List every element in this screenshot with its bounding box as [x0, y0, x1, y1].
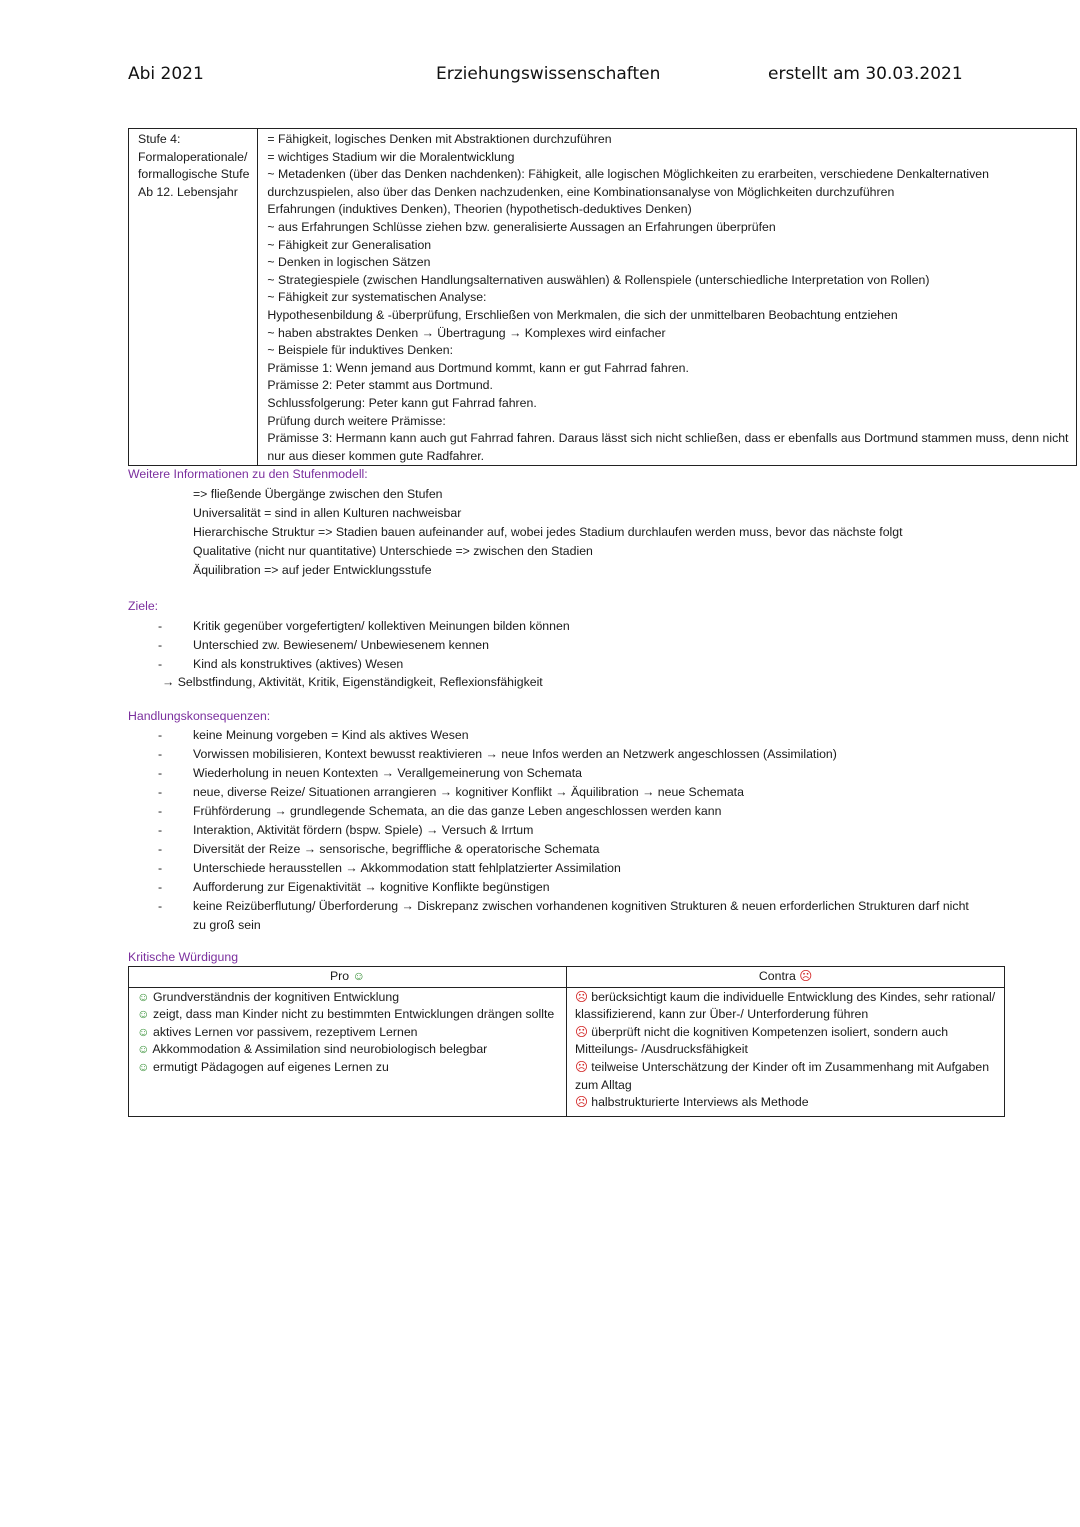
- stage-line: ~ haben abstraktes Denken → Übertragung → Komplexes wird einfacher: [267, 325, 666, 340]
- ziele-list: [158, 617, 958, 674]
- stage-line: durchzuspielen, also über das Denken nachzudenken, eine Kombinationsanalyse von Möglichkeiten durchzuführen: [267, 184, 895, 199]
- pro-item: [137, 1059, 558, 1077]
- list-item: - Kritik gegenüber vorgefertigten/ kollektiven Meinungen bilden können: [158, 619, 570, 633]
- contra-header: [567, 967, 1005, 988]
- list-item-text: neue, diverse Reize/ Situationen arrangieren → kognitiver Konflikt → Äquilibration → neue Schemata: [193, 785, 744, 799]
- info-line: Äquilibration => auf jeder Entwicklungsstufe: [193, 563, 432, 577]
- stage-line: ~ Strategiespiele (zwischen Handlungsalternativen auswählen) & Rollenspiele (unterschiedliche Interpretation von Rollen): [267, 272, 930, 287]
- pro-item-text: ermutigt Pädagogen auf eigenes Lernen zu: [152, 1059, 389, 1074]
- contra-item-text: teilweise Unterschätzung der Kinder oft im Zusammenhang mit Aufgaben zum Alltag: [575, 1059, 990, 1092]
- list-item-text: Kind als konstruktives (aktives) Wesen: [193, 657, 404, 671]
- frown-icon: ☹: [575, 1059, 588, 1074]
- list-item-text: Interaktion, Aktivität fördern (bspw. Spiele) → Versuch & Irrtum: [193, 823, 534, 837]
- weitere-title: Weitere Informationen zu den Stufenmodell:: [128, 467, 368, 481]
- stage-line: ~ Beispiele für induktives Denken:: [267, 343, 454, 358]
- stage-line: ~ Denken in logischen Sätzen: [267, 255, 431, 270]
- list-item-text: Unterschied zw. Bewiesenem/ Unbewiesenem kennen: [193, 638, 489, 652]
- pro-item: [137, 1006, 558, 1024]
- list-item-text: Aufforderung zur Eigenaktivität → kognitive Konflikte begünstigen: [193, 880, 550, 894]
- handlung-list: [158, 726, 969, 935]
- stage-line: Prüfung durch weitere Prämisse:: [267, 413, 446, 428]
- list-item: - Interaktion, Aktivität fördern (bspw. Spiele) → Versuch & Irrtum: [158, 823, 534, 837]
- pro-item-text: zeigt, dass man Kinder nicht zu bestimmten Entwicklungen drängen sollte: [152, 1007, 555, 1022]
- list-item-text: Kritik gegenüber vorgefertigten/ kollektiven Meinungen bilden können: [193, 619, 570, 633]
- wuerdigung-title: Kritische Würdigung: [128, 950, 239, 964]
- list-item: - Vorwissen mobilisieren, Kontext bewusst reaktivieren → neue Infos werden an Netzwerk angeschlossen (Assimilation): [158, 747, 837, 761]
- info-line: Universalität = sind in allen Kulturen nachweisbar: [193, 506, 462, 520]
- contra-item: [575, 1024, 996, 1059]
- pro-item-text: Akkommodation & Assimilation sind neurobiologisch belegbar: [152, 1042, 488, 1057]
- pro-item: [137, 989, 558, 1007]
- header-course: Abi 2021: [128, 64, 204, 84]
- list-item: - Frühförderung → grundlegende Schemata, an die das ganze Leben angeschlossen werden kann: [158, 804, 722, 818]
- stage-label-line: Formaloperationale/: [138, 149, 248, 164]
- list-item: - Unterschied zw. Bewiesenem/ Unbewiesenem kennen: [158, 638, 489, 652]
- frown-icon: ☹: [799, 969, 813, 983]
- contra-column: [567, 987, 1005, 1116]
- handlung-title: Handlungskonsequenzen:: [128, 709, 271, 723]
- list-item-text: keine Meinung vorgeben = Kind als aktives Wesen: [193, 728, 469, 742]
- pro-item: [137, 1041, 558, 1059]
- smiley-icon: ☺: [137, 1059, 150, 1074]
- list-item-text: Unterschiede herausstellen → Akkommodation statt fehlplatzierter Assimilation: [193, 861, 621, 875]
- frown-icon: ☹: [575, 1024, 588, 1039]
- pro-item-text: aktives Lernen vor passivem, rezeptivem Lernen: [152, 1024, 418, 1039]
- contra-item-text: halbstrukturierte Interviews als Methode: [591, 1095, 809, 1110]
- smiley-icon: ☺: [137, 1024, 150, 1039]
- stage-line: = Fähigkeit, logisches Denken mit Abstraktionen durchzuführen: [267, 132, 612, 146]
- contra-item: [575, 1059, 996, 1094]
- smiley-icon: ☺: [352, 969, 366, 983]
- stage-line: Hypothesenbildung & -überprüfung, Erschließen von Merkmalen, die sich der unmittelbaren Beobachtung entziehen: [267, 307, 898, 322]
- list-item: - keine Meinung vorgeben = Kind als aktives Wesen: [158, 728, 469, 742]
- info-line: => fließende Übergänge zwischen den Stufen: [193, 487, 443, 501]
- weitere-list: [193, 485, 903, 580]
- contra-item-text: berücksichtigt kaum die individuelle Entwicklung des Kindes, sehr rational/ klassifizierend, kann zur Über-/ Unterforderung führen: [575, 989, 996, 1022]
- list-item: - Diversität der Reize → sensorische, begriffliche & operatorische Schemata: [158, 842, 600, 856]
- ziele-conclusion: → Selbstfindung, Aktivität, Kritik, Eigenständigkeit, Reflexionsfähigkeit: [162, 675, 543, 689]
- pro-header: [129, 967, 567, 988]
- ziele-title: Ziele:: [128, 599, 159, 613]
- smiley-icon: ☺: [137, 1007, 150, 1022]
- stage-line: Prämisse 1: Wenn jemand aus Dortmund kommt, kann er gut Fahrrad fahren.: [267, 360, 689, 375]
- header-date: erstellt am 30.03.2021: [768, 64, 963, 84]
- contra-item-text: überprüft nicht die kognitiven Kompetenzen isoliert, sondern auch Mitteilungs- /Ausdrucksfähigkeit: [575, 1024, 949, 1057]
- contra-item: [575, 1094, 996, 1112]
- list-item: - neue, diverse Reize/ Situationen arrangieren → kognitiver Konflikt → Äquilibration → neue Schemata: [158, 785, 744, 799]
- list-item: - keine Reizüberflutung/ Überforderung → Diskrepanz zwischen vorhandenen kognitiven Strukturen & neuen erforderlichen Strukturen darf nicht zu groß sein: [158, 899, 969, 932]
- pro-contra-table: [128, 966, 1005, 1117]
- stage-line: Prämisse 2: Peter stammt aus Dortmund.: [267, 378, 493, 393]
- contra-header-text: Contra: [758, 969, 796, 983]
- frown-icon: ☹: [575, 1095, 588, 1110]
- stage-4-table: [128, 128, 1077, 466]
- pro-item: [137, 1024, 558, 1042]
- stage-line: ~ Fähigkeit zur Generalisation: [267, 237, 432, 252]
- list-item-text: keine Reizüberflutung/ Überforderung → Diskrepanz zwischen vorhandenen kognitiven Strukturen & neuen erforderlichen Strukturen darf nicht zu groß sein: [193, 899, 969, 932]
- smiley-icon: ☺: [137, 1042, 150, 1057]
- stage-line: Erfahrungen (induktives Denken), Theorien (hypothetisch-deduktives Denken): [267, 202, 692, 217]
- list-item-text: Diversität der Reize → sensorische, begriffliche & operatorische Schemata: [193, 842, 600, 856]
- list-item-text: Frühförderung → grundlegende Schemata, an die das ganze Leben angeschlossen werden kann: [193, 804, 722, 818]
- list-item: - Unterschiede herausstellen → Akkommodation statt fehlplatzierter Assimilation: [158, 861, 621, 875]
- pro-item-text: Grundverständnis der kognitiven Entwicklung: [152, 989, 400, 1004]
- stage-line: ~ aus Erfahrungen Schlüsse ziehen bzw. generalisierte Aussagen an Erfahrungen überprüfen: [267, 219, 776, 234]
- list-item-text: Wiederholung in neuen Kontexten → Verallgemeinerung von Schemata: [193, 766, 582, 780]
- stage-4-label: [129, 129, 258, 466]
- pro-header-text: Pro: [329, 969, 350, 983]
- stage-line: = wichtiges Stadium wir die Moralentwicklung: [267, 149, 515, 164]
- header-subject: Erziehungswissenschaften: [436, 64, 661, 84]
- stage-line: ~ Metadenken (über das Denken nachdenken): Fähigkeit, alle logischen Möglichkeiten zu erarbeiten, verschiedene Denkalternativen: [267, 167, 989, 182]
- list-item: - Kind als konstruktives (aktives) Wesen: [158, 657, 404, 671]
- stage-line: Prämisse 3: Hermann kann auch gut Fahrrad fahren. Daraus lässt sich nicht schließen, dass er ebenfalls aus Dortmund stammen muss, denn nicht: [267, 431, 1069, 446]
- list-item: - Aufforderung zur Eigenaktivität → kognitive Konflikte begünstigen: [158, 880, 550, 894]
- smiley-icon: ☺: [137, 989, 150, 1004]
- stage-line: ~ Fähigkeit zur systematischen Analyse:: [267, 290, 487, 305]
- stage-line: Schlussfolgerung: Peter kann gut Fahrrad fahren.: [267, 395, 537, 410]
- info-line: Hierarchische Struktur => Stadien bauen aufeinander auf, wobei jedes Stadium durchlaufen werden muss, bevor das nächste folgt: [193, 525, 903, 539]
- list-item: - Wiederholung in neuen Kontexten → Verallgemeinerung von Schemata: [158, 766, 582, 780]
- contra-item: [575, 989, 996, 1024]
- list-item-text: Vorwissen mobilisieren, Kontext bewusst reaktivieren → neue Infos werden an Netzwerk angeschlossen (Assimilation): [193, 747, 837, 761]
- stage-label-line: Ab 12. Lebensjahr: [138, 184, 238, 199]
- info-line: Qualitative (nicht nur quantitative) Unterschiede => zwischen den Stadien: [193, 544, 593, 558]
- frown-icon: ☹: [575, 989, 588, 1004]
- stage-label-line: Stufe 4:: [138, 132, 181, 146]
- pro-column: [129, 987, 567, 1116]
- stage-label-line: formallogische Stufe: [138, 167, 250, 182]
- stage-line: nur aus dieser kommen gute Radfahrer.: [267, 448, 485, 463]
- stage-4-description: [258, 129, 1077, 466]
